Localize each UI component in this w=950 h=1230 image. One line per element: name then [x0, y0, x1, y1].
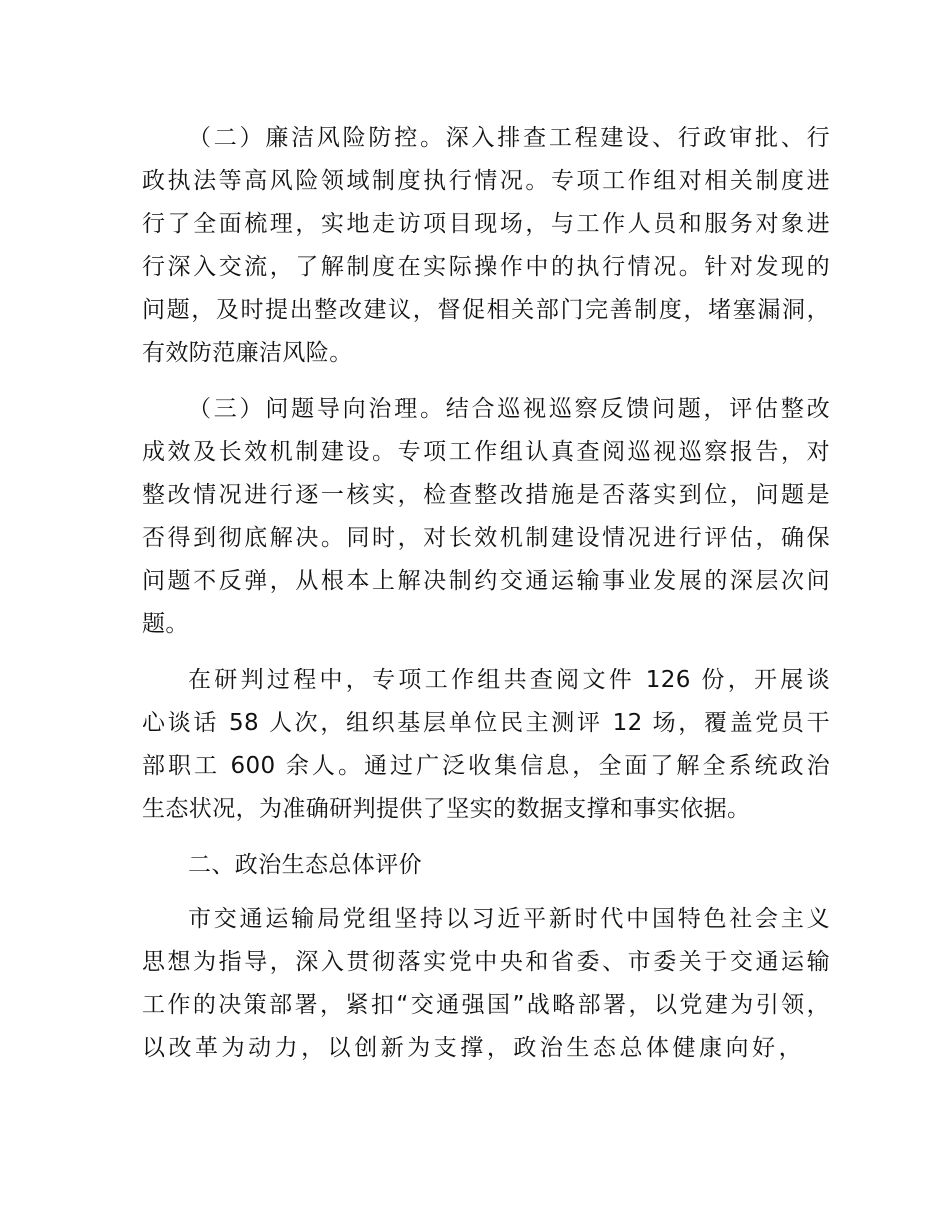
paragraph-line: 问题，及时提出整改建议，督促相关部门完善制度，堵塞漏洞， — [142, 297, 830, 323]
paragraph-line: 有效防范廉洁风险。 — [142, 340, 353, 366]
section-heading: 二、政治生态总体评价 — [188, 852, 422, 878]
paragraph-line: 题。 — [142, 611, 189, 637]
paragraph-line: 问题不反弹，从根本上解决制约交通运输事业发展的深层次问 — [142, 568, 830, 594]
paragraph-line: （二）廉洁风险防控。深入排查工程建设、行政审批、行 — [188, 125, 830, 151]
paragraph-line: 心谈话 58 人次，组织基层单位民主测评 12 场，覆盖党员干 — [142, 710, 830, 736]
paragraph-line: 成效及长效机制建设。专项工作组认真查阅巡视巡察报告，对 — [142, 439, 830, 465]
paragraph-line: 市交通运输局党组坚持以习近平新时代中国特色社会主义 — [188, 906, 830, 932]
paragraph-line: 以改革为动力，以创新为支撑，政治生态总体健康向好， — [142, 1035, 802, 1061]
paragraph-line: 否得到彻底解决。同时，对长效机制建设情况进行评估，确保 — [142, 525, 830, 551]
paragraph-line: 整改情况进行逐一核实，检查整改措施是否落实到位，问题是 — [142, 482, 830, 508]
paragraph-line: 在研判过程中，专项工作组共查阅文件 126 份，开展谈 — [188, 667, 830, 693]
paragraph-line: 部职工 600 余人。通过广泛收集信息，全面了解全系统政治 — [142, 753, 830, 779]
paragraph-line: 工作的决策部署，紧扣“交通强国”战略部署，以党建为引领， — [142, 992, 830, 1018]
paragraph-line: 行了全面梳理，实地走访项目现场，与工作人员和服务对象进 — [142, 211, 830, 237]
paragraph-line: 思想为指导，深入贯彻落实党中央和省委、市委关于交通运输 — [142, 949, 830, 975]
paragraph-line: （三）问题导向治理。结合巡视巡察反馈问题，评估整改 — [188, 396, 830, 422]
paragraph-line: 政执法等高风险领域制度执行情况。专项工作组对相关制度进 — [142, 168, 830, 194]
paragraph-line: 行深入交流，了解制度在实际操作中的执行情况。针对发现的 — [142, 254, 830, 280]
paragraph-line: 生态状况，为准确研判提供了坚实的数据支撑和事实依据。 — [142, 796, 751, 822]
